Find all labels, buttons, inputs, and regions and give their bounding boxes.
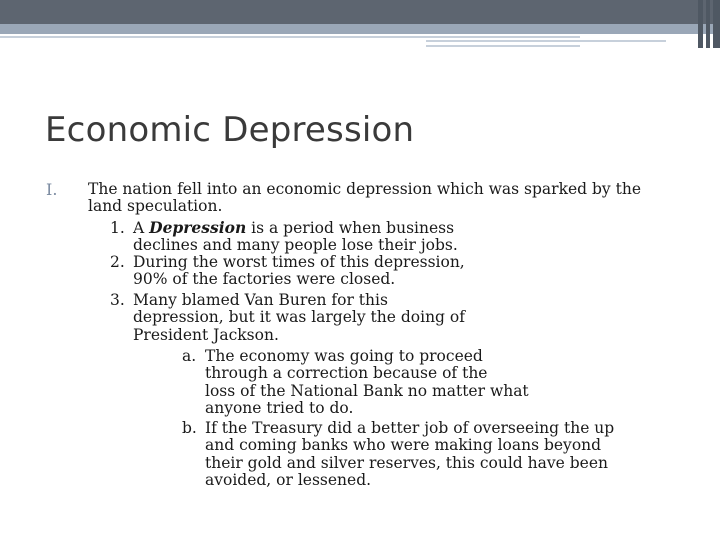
header-rule (426, 40, 666, 42)
sub-item-a (182, 348, 582, 417)
main-point-line: The nation fell into an economic depression which was sparked by the (88, 180, 641, 198)
sub-item-label: a. (182, 347, 197, 365)
sub-item-text: and coming banks who were making loans beyond (205, 436, 602, 455)
list-item-text: depression, but it was largely the doing of (133, 308, 465, 327)
list-item-2 (110, 254, 510, 289)
header-accent-block (706, 0, 710, 48)
list-item-1 (110, 219, 510, 255)
header-band-dark (0, 0, 720, 24)
header-rule (0, 36, 580, 38)
list-item-text: President Jackson. (133, 325, 279, 344)
list-item-text: 90% of the factories were closed. (133, 270, 396, 289)
list-item-3 (110, 292, 510, 344)
main-point (88, 181, 678, 216)
header-rule (426, 45, 580, 47)
header-accent-block (698, 0, 703, 48)
list-item-text: declines and many people lose their jobs. (133, 236, 458, 255)
slide-title: Economic Depression (45, 110, 415, 150)
term-depression: Depression (149, 218, 247, 237)
sub-item-text: The economy was going to proceed (205, 347, 483, 365)
list-item-text: During the worst times of this depression, (133, 253, 465, 271)
sub-item-text: through a correction because of the (205, 364, 488, 383)
roman-numeral-bullet: I. (46, 180, 58, 199)
sub-item-label: b. (182, 419, 197, 437)
list-item-label: 2. (110, 253, 125, 271)
sub-item-text: their gold and silver reserves, this could have been (205, 453, 608, 472)
list-item-label: 3. (110, 291, 125, 309)
sub-item-b (182, 420, 652, 489)
sub-item-text: If the Treasury did a better job of overseeing the up (205, 419, 615, 437)
list-item-label: 1. (110, 219, 125, 237)
sub-item-text: anyone tried to do. (205, 398, 354, 417)
list-item-text: Many blamed Van Buren for this (133, 291, 388, 309)
sub-item-text: loss of the National Bank no matter what (205, 381, 529, 400)
sub-item-text: avoided, or lessened. (205, 470, 372, 489)
main-point-line: land speculation. (88, 197, 223, 216)
header-band-light (0, 24, 720, 34)
list-item-text: A (133, 219, 150, 237)
list-item-text: is a period when business (246, 219, 455, 237)
header-accent-block (713, 0, 720, 48)
